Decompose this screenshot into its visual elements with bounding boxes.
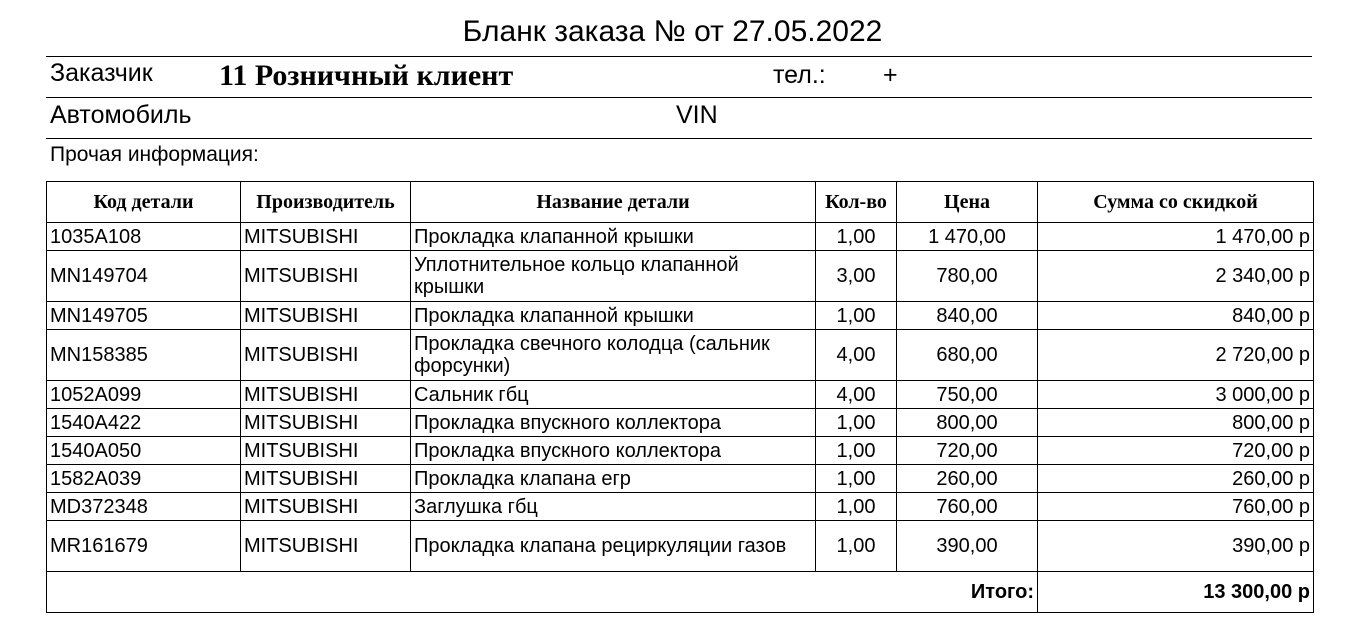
table-row: [47, 251, 1314, 302]
price: 390,00: [897, 521, 1038, 572]
column-header-part-name: Название детали: [411, 182, 816, 223]
table-row: [47, 493, 1314, 521]
manufacturer: MITSUBISHI: [241, 465, 411, 493]
price: 680,00: [897, 330, 1038, 381]
part-code: 1540A422: [47, 409, 241, 437]
manufacturer: MITSUBISHI: [241, 409, 411, 437]
quantity: 4,00: [816, 330, 897, 381]
part-code: MN149705: [47, 302, 241, 330]
table-row: [47, 302, 1314, 330]
total-label: Итого:: [47, 572, 1038, 613]
part-code: 1540A050: [47, 437, 241, 465]
table-row: [47, 465, 1314, 493]
part-code: MD372348: [47, 493, 241, 521]
manufacturer: MITSUBISHI: [241, 493, 411, 521]
part-code: 1052A099: [47, 381, 241, 409]
customer-label: Заказчик: [50, 59, 153, 87]
manufacturer: MITSUBISHI: [241, 302, 411, 330]
total-row: [47, 572, 1314, 613]
sum: 3 000,00 р: [1038, 381, 1314, 409]
part-code: MR161679: [47, 521, 241, 572]
part-name: Прокладка клапана егр: [411, 465, 816, 493]
quantity: 3,00: [816, 251, 897, 302]
part-name: Прокладка впускного коллектора: [411, 409, 816, 437]
quantity: 1,00: [816, 465, 897, 493]
sum: 800,00 р: [1038, 409, 1314, 437]
price: 760,00: [897, 493, 1038, 521]
table-header-row: [47, 182, 1314, 223]
price: 800,00: [897, 409, 1038, 437]
price: 780,00: [897, 251, 1038, 302]
phone-value: +: [883, 61, 898, 89]
part-code: MN149704: [47, 251, 241, 302]
sum: 2 720,00 р: [1038, 330, 1314, 381]
column-header-quantity: Кол-во: [816, 182, 897, 223]
part-name: Прокладка клапанной крышки: [411, 223, 816, 251]
sum: 390,00 р: [1038, 521, 1314, 572]
price: 750,00: [897, 381, 1038, 409]
quantity: 1,00: [816, 437, 897, 465]
sum: 260,00 р: [1038, 465, 1314, 493]
quantity: 1,00: [816, 223, 897, 251]
divider: [46, 138, 1312, 139]
quantity: 1,00: [816, 493, 897, 521]
table-row: [47, 381, 1314, 409]
manufacturer: MITSUBISHI: [241, 521, 411, 572]
sum: 2 340,00 р: [1038, 251, 1314, 302]
part-name: Прокладка свечного колодца (сальник форсунки): [411, 330, 816, 381]
table-row: [47, 521, 1314, 572]
price: 720,00: [897, 437, 1038, 465]
sum: 720,00 р: [1038, 437, 1314, 465]
phone-label: тел.:: [773, 61, 826, 89]
table-row: [47, 223, 1314, 251]
part-code: 1035A108: [47, 223, 241, 251]
manufacturer: MITSUBISHI: [241, 223, 411, 251]
divider: [46, 56, 1312, 57]
vin-label: VIN: [676, 101, 718, 129]
page-title: Бланк заказа № от 27.05.2022: [462, 15, 883, 48]
part-name: Прокладка впускного коллектора: [411, 437, 816, 465]
sum: 760,00 р: [1038, 493, 1314, 521]
column-header-part-code: Код детали: [47, 182, 241, 223]
part-name: Уплотнительное кольцо клапанной крышки: [411, 251, 816, 302]
divider: [46, 97, 1312, 98]
table-row: [47, 437, 1314, 465]
sum: 1 470,00 р: [1038, 223, 1314, 251]
part-name: Сальник гбц: [411, 381, 816, 409]
part-name: Прокладка клапанной крышки: [411, 302, 816, 330]
manufacturer: MITSUBISHI: [241, 437, 411, 465]
column-header-price: Цена: [897, 182, 1038, 223]
total-value: 13 300,00 р: [1038, 572, 1314, 613]
quantity: 1,00: [816, 521, 897, 572]
quantity: 4,00: [816, 381, 897, 409]
price: 260,00: [897, 465, 1038, 493]
quantity: 1,00: [816, 409, 897, 437]
car-label: Автомобиль: [50, 101, 192, 129]
price: 840,00: [897, 302, 1038, 330]
column-header-sum: Сумма со скидкой: [1038, 182, 1314, 223]
price: 1 470,00: [897, 223, 1038, 251]
manufacturer: MITSUBISHI: [241, 251, 411, 302]
part-code: 1582A039: [47, 465, 241, 493]
column-header-manufacturer: Производитель: [241, 182, 411, 223]
manufacturer: MITSUBISHI: [241, 330, 411, 381]
customer-value: 11 Розничный клиент: [219, 59, 514, 92]
order-table: [46, 181, 1314, 613]
table-row: [47, 409, 1314, 437]
part-code: MN158385: [47, 330, 241, 381]
quantity: 1,00: [816, 302, 897, 330]
part-name: Заглушка гбц: [411, 493, 816, 521]
sum: 840,00 р: [1038, 302, 1314, 330]
other-info-label: Прочая информация:: [50, 143, 259, 166]
manufacturer: MITSUBISHI: [241, 381, 411, 409]
table-row: [47, 330, 1314, 381]
part-name: Прокладка клапана рециркуляции газов: [411, 521, 816, 572]
